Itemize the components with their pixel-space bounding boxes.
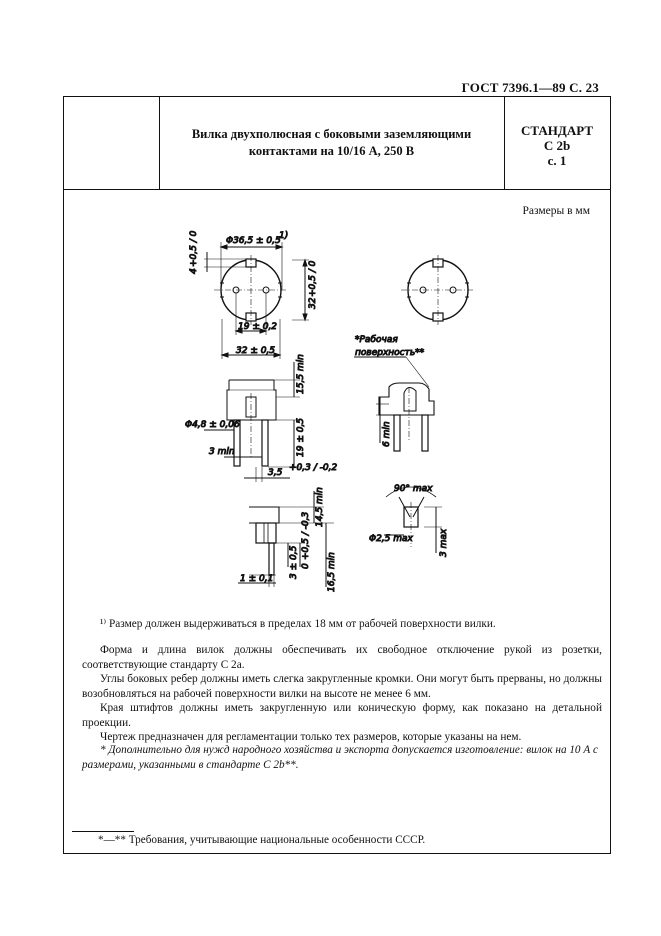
dim-height-tol: +0,5 / 0 <box>308 260 318 297</box>
standard-label: СТАНДАРТ <box>520 123 593 138</box>
dim-angle: 90° max <box>394 484 433 494</box>
paragraph-4: Чертеж предназначен для регламентации только тех размеров, которые указаны на нем. <box>100 731 522 743</box>
document-title: Вилка двухполюсная с боковыми заземляющими контактами на 10/16 А, 250 В <box>191 127 472 158</box>
sheet-number: с. 1 <box>547 153 567 168</box>
dim-outer-diameter: Φ36,5 ± 0,5 <box>226 236 281 246</box>
paragraph-2: Углы боковых ребер должны иметь слегка закругленные кромки. Они могут быть прерваны, но должны возобновляться на рабочей поверхности вилки на высоте не менее 6 мм. <box>82 673 602 700</box>
requirements-paragraphs <box>82 643 602 745</box>
footnote-1 <box>82 617 602 632</box>
star-note-text: * Дополнительно для нужд народного хозяйства и экспорта допускается изготовление: вилок на 10 А с размерами, указанными в стандарте С 2b**. <box>82 744 598 771</box>
page-reference: ГОСТ 7396.1—89 С. 23 <box>461 80 599 95</box>
plug-top-view <box>204 242 309 359</box>
dim-6-min: 6 min <box>382 421 392 447</box>
dim-side-1: 3 ± 0,5 <box>289 545 299 579</box>
dim-side-2: 0 <box>301 563 311 569</box>
dim-height: 32 <box>308 297 318 309</box>
dim-width: 32 ± 0,5 <box>236 346 276 356</box>
bottom-footnote: *—** Требования, учитывающие национальные особенности СССР. <box>98 834 426 846</box>
paragraph-3: Края штифтов должны иметь закругленную или коническую форму, как показано на детальной проекции. <box>82 702 602 729</box>
dim-side-2-tol: +0,5 / -0,3 <box>301 511 311 560</box>
footnote-1-text: ¹⁾ Размер должен выдерживаться в пределах 18 мм от рабочей поверхности вилки. <box>100 618 496 630</box>
dim-outer-note: 1) <box>279 231 289 241</box>
dim-tip-max: 3 max <box>439 528 449 557</box>
dim-top-gap: 4 <box>189 268 199 274</box>
star-note <box>82 743 602 772</box>
dim-depth-16-5: 16,5 min <box>327 552 337 592</box>
dim-pin-spacing: 19 ± 0,2 <box>238 322 278 332</box>
dim-depth-14-5: 14,5 min <box>315 487 325 527</box>
dim-1-tol: 1 ± 0,1 <box>240 574 274 584</box>
technical-drawing <box>64 97 612 617</box>
dim-body-min: 15,5 min <box>296 354 306 394</box>
dim-3-min: 3 min <box>209 447 235 457</box>
dim-offset: 3,5 <box>268 468 283 478</box>
document-frame <box>63 96 611 854</box>
footnote-divider <box>72 831 134 832</box>
dim-top-gap-tol: +0,5 / 0 <box>189 230 199 267</box>
dim-offset-tol: +0,3 / -0,2 <box>289 463 338 473</box>
dim-tip-diameter: Φ2,5 max <box>369 534 413 544</box>
work-surface-label-1: *Рабочая <box>355 335 398 345</box>
standard-code: С 2b <box>543 138 571 153</box>
dim-pin-length: 19 ± 0,5 <box>296 417 306 457</box>
plug-side-view-detail <box>354 357 434 451</box>
units-note: Размеры в мм <box>522 205 590 217</box>
plug-top-view-alt <box>401 255 475 325</box>
work-surface-label-2: поверхность** <box>355 348 425 358</box>
paragraph-1: Форма и длина вилок должны обеспечивать их свободное отключение рукой из розетки, соответствующие стандарту С 2а. <box>82 644 602 671</box>
dim-pin-diameter: Φ4,8 ± 0,06 <box>185 420 240 430</box>
